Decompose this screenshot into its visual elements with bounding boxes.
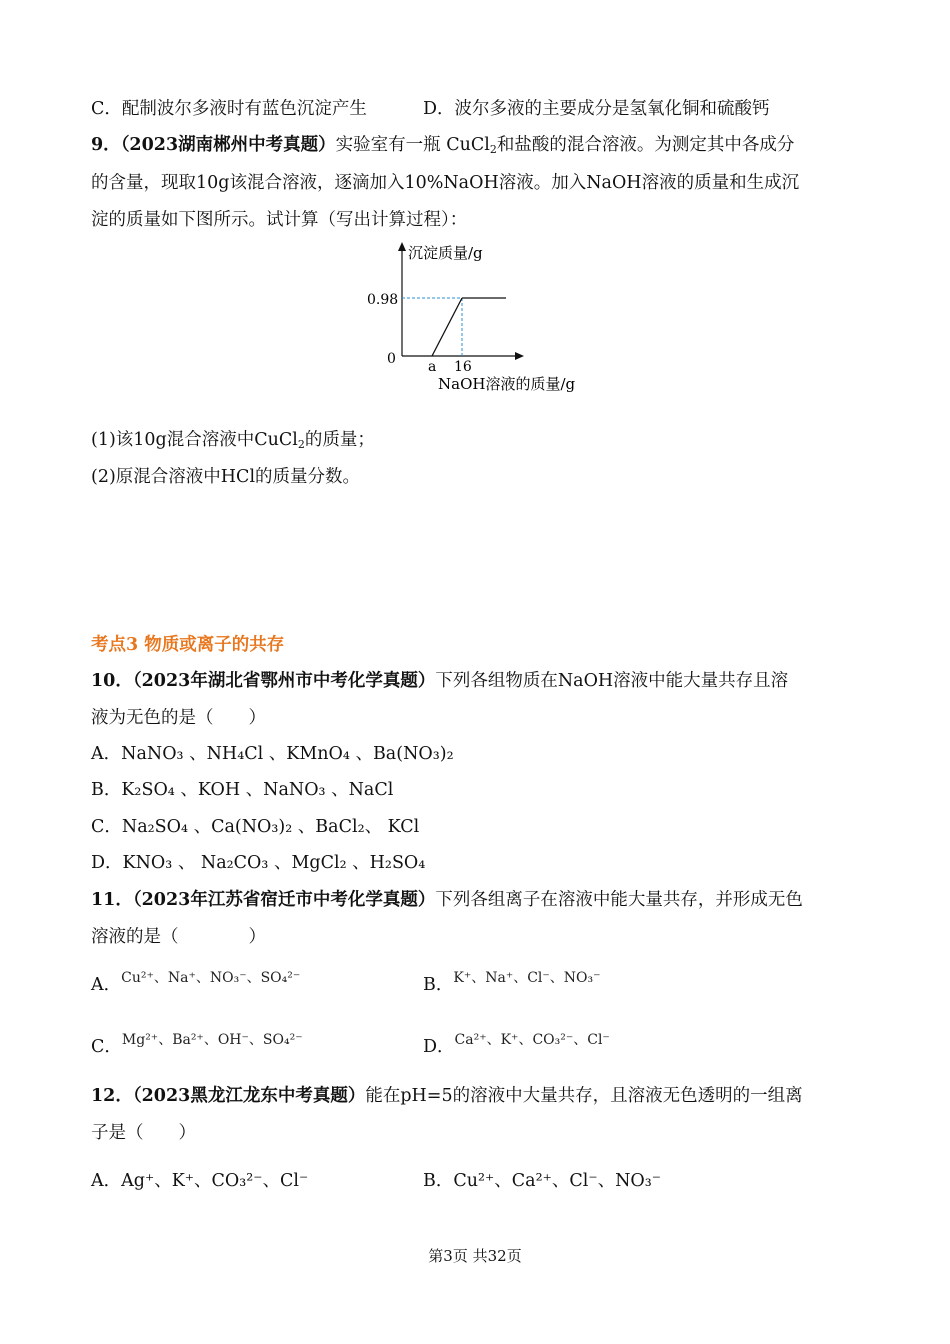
q10-option-c: C．Na₂SO₄ 、Ca(NO₃)₂ 、BaCl₂、 KCl (91, 817, 420, 837)
ion-list: K⁺、Na⁺、Cl⁻、NO₃⁻ (453, 970, 601, 986)
y-tick-label: 0.98 (367, 292, 399, 308)
y-axis-label: 沉淀质量/g (408, 244, 483, 262)
q9-sub1 (91, 428, 375, 452)
rising-line (432, 298, 462, 356)
q12-source: （2023黑龙江龙东中考真题） (132, 1086, 366, 1106)
option-d-line: D．波尔多液的主要成分是氢氧化铜和硫酸钙 (423, 99, 770, 119)
option-label: C． (91, 1037, 122, 1057)
y-axis-arrow (398, 242, 406, 251)
x-axis-arrow (515, 352, 524, 360)
q10-option-b: B．K₂SO₄ 、KOH 、NaNO₃ 、NaCl (91, 780, 394, 800)
subscript: 2 (489, 143, 497, 156)
origin-label: 0 (387, 351, 396, 367)
q11-option-d (423, 1032, 610, 1060)
q9-sub2: (2)原混合溶液中HCl的质量分数。 (91, 467, 361, 487)
q10-line2: 液为无色的是（ ） (91, 708, 266, 728)
q10-option-d: D．KNO₃ 、 Na₂CO₃ 、MgCl₂ 、H₂SO₄ (91, 853, 426, 873)
x-tick-16: 16 (454, 359, 472, 375)
q10-number: 10． (91, 671, 133, 691)
q11-option-a (91, 970, 301, 998)
subscript: 2 (297, 438, 305, 451)
q12-number: 12． (91, 1086, 133, 1106)
q10-line1 (91, 669, 788, 693)
ion-list: Cu²⁺、Na⁺、NO₃⁻、SO₄²⁻ (121, 970, 301, 986)
q10-option-a: A．NaNO₃ 、NH₄Cl 、KMnO₄ 、Ba(NO₃)₂ (91, 744, 454, 764)
q9-line1 (91, 133, 794, 157)
section-title: 考点3 物质或离子的共存 (91, 635, 285, 655)
precipitate-chart (350, 238, 610, 398)
q9-sub1-text-b: 的质量； (304, 430, 375, 450)
ion-list: Ca²⁺、K⁺、CO₃²⁻、Cl⁻ (454, 1032, 610, 1048)
option-label: D． (423, 1037, 455, 1057)
option-label: B． (423, 975, 454, 995)
q11-source: （2023年江苏省宿迁市中考化学真题） (132, 890, 436, 910)
q11-line1 (91, 888, 803, 912)
x-axis-label: NaOH溶液的质量/g (438, 375, 576, 393)
q11-option-c (91, 1032, 303, 1060)
q10-text: 下列各组物质在NaOH溶液中能大量共存且溶 (435, 671, 789, 691)
q9-text-a: 实验室有一瓶 CuCl (335, 135, 490, 155)
q9-source: （2023湖南郴州中考真题） (120, 135, 336, 155)
q9-line2: 的含量，现取10g该混合溶液，逐滴加入10%NaOH溶液。加入NaOH溶液的质量和生成沉 (91, 173, 800, 193)
q11-option-b (423, 970, 601, 998)
q9-text-b: 和盐酸的混合溶液。为测定其中各成分 (496, 135, 795, 155)
q12-option-b: B．Cu²⁺、Ca²⁺、Cl⁻、NO₃⁻ (423, 1171, 661, 1191)
q9-number: 9． (91, 135, 121, 155)
q12-text: 能在pH=5的溶液中大量共存，且溶液无色透明的一组离 (365, 1086, 803, 1106)
option-label: A． (91, 975, 122, 995)
q12-line2: 子是（ ） (91, 1123, 196, 1143)
option-c-line: C．配制波尔多液时有蓝色沉淀产生 (91, 99, 367, 119)
q9-sub1-text-a: (1)该10g混合溶液中CuCl (91, 430, 298, 450)
q10-source: （2023年湖北省鄂州市中考化学真题） (132, 671, 436, 691)
ion-list: Mg²⁺、Ba²⁺、OH⁻、SO₄²⁻ (121, 1032, 303, 1048)
x-tick-a: a (428, 359, 437, 375)
q12-line1 (91, 1084, 803, 1108)
q11-number: 11． (91, 890, 133, 910)
q11-text: 下列各组离子在溶液中能大量共存，并形成无色 (435, 890, 803, 910)
q12-option-a: A．Ag⁺、K⁺、CO₃²⁻、Cl⁻ (91, 1171, 309, 1191)
q9-line3: 淀的质量如下图所示。试计算（写出计算过程）： (91, 210, 468, 230)
q11-line2: 溶液的是（ ） (91, 927, 266, 947)
page-number: 第3页 共32页 (428, 1247, 522, 1265)
